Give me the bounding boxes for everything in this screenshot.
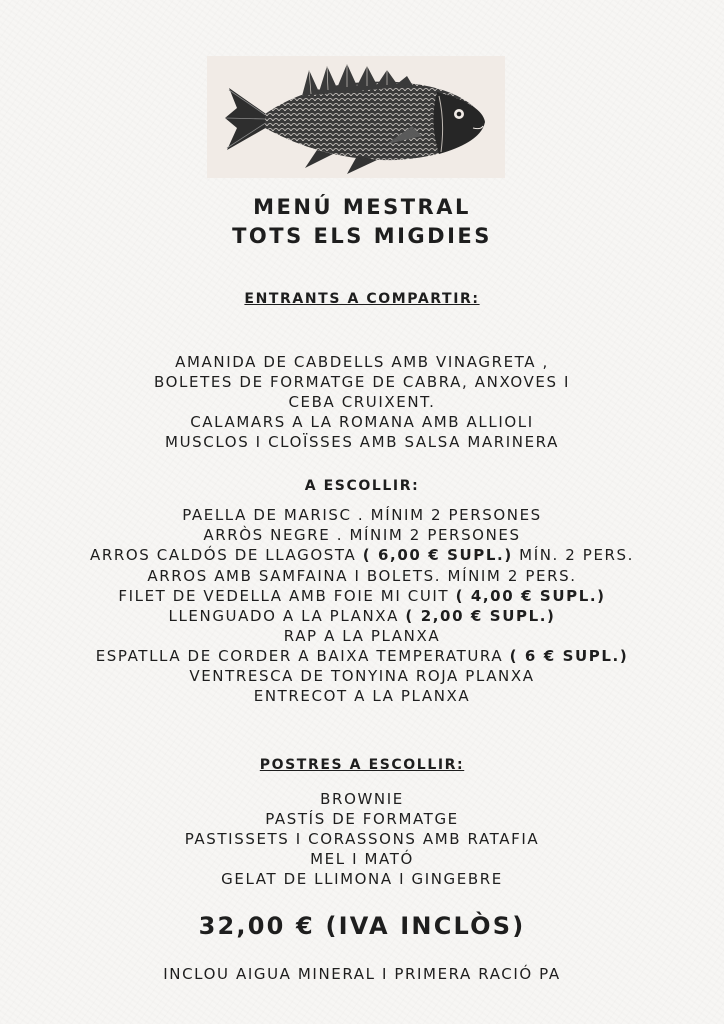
main-item: VENTRESCA DE TONYINA ROJA PLANXA <box>189 667 535 685</box>
main-item: ESPATLLA DE CORDER A BAIXA TEMPERATURA ( 6 € SUPL.) <box>95 647 629 665</box>
starter-item: AMANIDA DE CABDELLS AMB VINAGRETA , <box>175 353 549 371</box>
fish-print-icon <box>207 56 505 178</box>
dessert-item: PASTÍS DE FORMATGE <box>265 810 459 828</box>
desserts-heading: POSTRES A ESCOLLIR: <box>259 757 465 773</box>
dessert-item: MEL I MATÓ <box>310 850 414 868</box>
main-item: LLENGUADO A LA PLANXA ( 2,00 € SUPL.) <box>168 607 556 625</box>
footer-note: INCLOU AIGUA MINERAL I PRIMERA RACIÓ PA <box>163 965 561 983</box>
dessert-item: PASTISSETS I CORASSONS AMB RATAFIA <box>184 830 540 848</box>
starter-item: BOLETES DE FORMATGE DE CABRA, ANXOVES I <box>154 373 570 391</box>
main-item: ARROS AMB SAMFAINA I BOLETS. MÍNIM 2 PERS. <box>147 567 577 585</box>
main-item: RAP A LA PLANXA <box>283 627 441 645</box>
menu-title: MENÚ MESTRAL <box>253 195 471 219</box>
starter-item: MUSCLOS I CLOÏSSES AMB SALSA MARINERA <box>165 433 559 451</box>
dessert-item: BROWNIE <box>320 790 404 808</box>
main-item: ENTRECOT A LA PLANXA <box>253 687 471 705</box>
menu-subtitle: TOTS ELS MIGDIES <box>232 224 492 248</box>
mains-heading: A ESCOLLIR: <box>304 478 420 494</box>
starters-heading: ENTRANTS A COMPARTIR: <box>244 291 480 307</box>
starter-item: CEBA CRUIXENT. <box>288 393 436 411</box>
dessert-item: GELAT DE LLIMONA I GINGEBRE <box>221 870 503 888</box>
main-item: ARRÒS NEGRE . MÍNIM 2 PERSONES <box>203 526 521 544</box>
main-item: ARROS CALDÓS DE LLAGOSTA ( 6,00 € SUPL.) MÍN. 2 PERS. <box>89 546 635 564</box>
menu-price: 32,00 € (IVA INCLÒS) <box>198 912 526 940</box>
starter-item: CALAMARS A LA ROMANA AMB ALLIOLI <box>190 413 534 431</box>
main-item: FILET DE VEDELLA AMB FOIE MI CUIT ( 4,00 € SUPL.) <box>118 587 606 605</box>
main-item: PAELLA DE MARISC . MÍNIM 2 PERSONES <box>182 506 542 524</box>
